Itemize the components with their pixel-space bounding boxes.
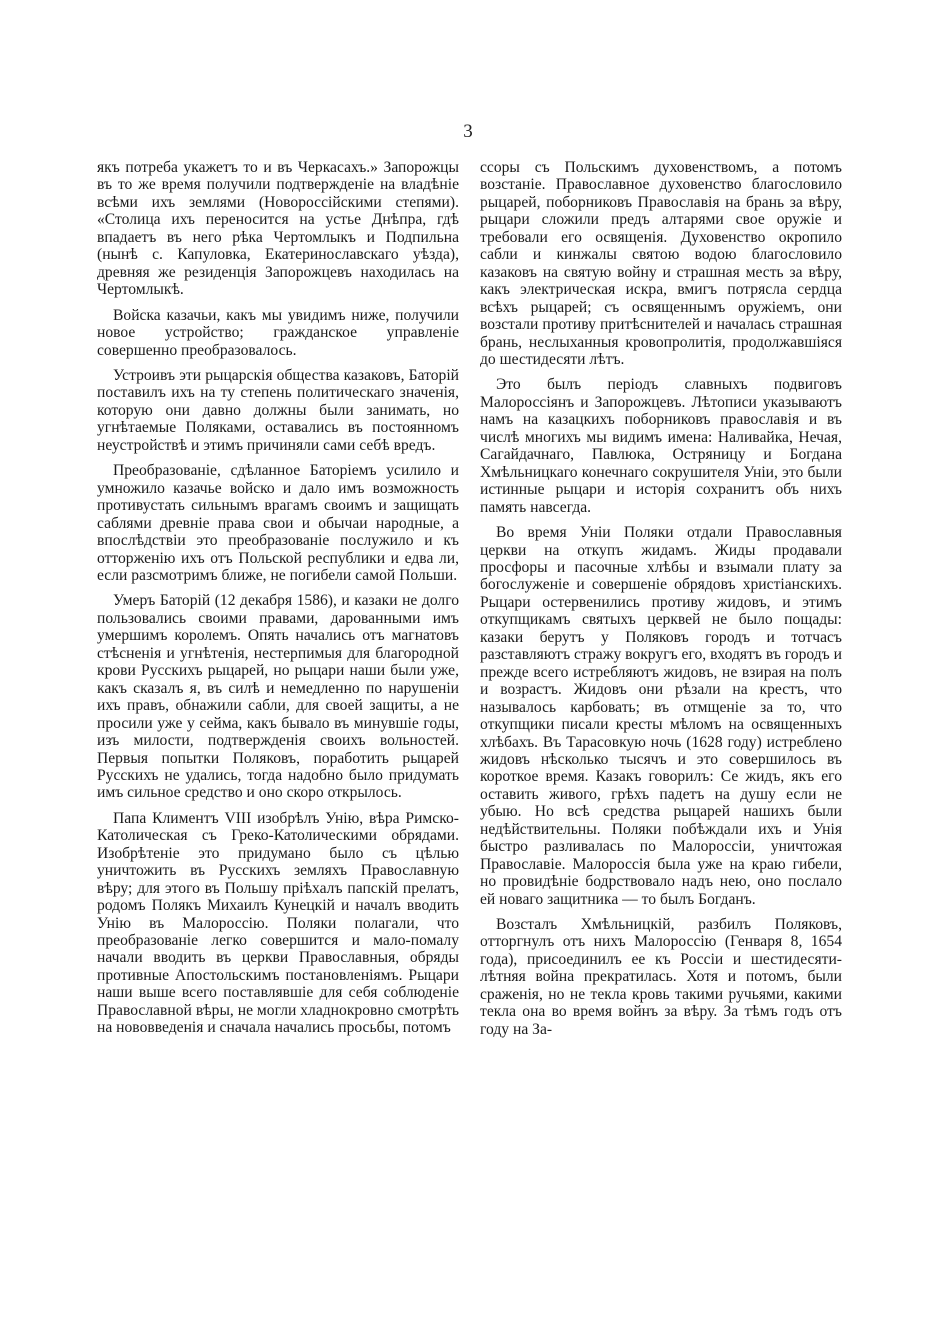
- paragraph: Устроивъ эти рыцарскія общества казаковъ, Баторій поставилъ ихъ на ту степень политическаго значенія, которую они давно должны были занимать, но угнѣтаемые Поляками, оставались въ постоянномъ неустройствѣ и этимъ причиняли сами себѣ вредъ.: [97, 366, 459, 454]
- left-column: [97, 159, 459, 1037]
- paragraph: Во время Уніи Поляки отдали Православныя церкви на откупъ жидамъ. Жиды продавали просфоры и пасочные хлѣбы и взымали плату за богослуженіе и совершеніе обрядовъ христіанскихъ. Рыцари остервенились противу жидовъ, и этимъ откупщикамъ святыхъ церквей не было пощады: казаки берутъ у Поляковъ городъ и тотчасъ разставляютъ стражу вокругъ его, входятъ въ городъ и прежде всего истребляютъ жидовъ, не взирая на полъ и возрастъ. Жидовъ они рѣзали на крестъ, что называлось карбовать; въ отмщеніе за то, что откупщики писали кресты мѣломъ на освященныхъ хлѣбахъ. Въ Тарасовкую ночь (1628 году) истреблено жидовъ нѣсколько тысячъ и это совершилось въ короткое время. Казакъ говорилъ: Се жидъ, якъ его оставить живого, грѣхъ падетъ на душу если не убыю. Но всѣ средства рыцарей нашихъ были недѣйствительны. Поляки побѣждали ихъ и Унія быстро разливалась по Малороссіи, уничтожая Православіе. Малороссія была уже на краю гибели, но провидѣніе бодрствовало надъ нею, оно послало ей новаго защитника — то былъ Богданъ.: [480, 524, 842, 908]
- right-column: [480, 159, 842, 1038]
- paragraph: Это былъ періодъ славныхъ подвиговъ Малороссіянъ и Запорожцевъ. Лѣтописи указываютъ намъ на казацкихъ поборниковъ православія и въ числѣ многихъ мы видимъ имена: Наливайка, Нечая, Сагайдачнаго, Павлюка, Остряницу и Богдана Хмѣльницкаго конечнаго сокрушителя Уніи, это были истинные рыцари и исторія сохранитъ объ нихъ память навсегда.: [480, 376, 842, 516]
- paragraph: Умеръ Баторій (12 декабря 1586), и казаки не долго пользовались своими правами, дарованными имъ умершимъ королемъ. Опять начались отъ магнатовъ стѣсненія и угнѣтенія, нестерпимыя для благородной крови Русскихъ рыцарей, но рыцари наши были уже, какъ сказалъ я, въ силѣ и немедленно по нарушеніи ихъ правъ, обнажили сабли, для своей защиты, а не просили уже у сейма, какъ бывало въ минувшіе годы, изъ милости, подтвержденія своихъ вольностей. Первыя попытки Поляковъ, поработить рыцарей Русскихъ не удались, тогда надобно было придумать имъ сильное средство и оно скоро открылось.: [97, 592, 459, 802]
- paragraph: Войска казачьи, какъ мы увидимъ ниже, получили новое устройство; гражданское управленіе совершенно преобразовалось.: [97, 306, 459, 359]
- paragraph: Папа Климентъ VIII изобрѣлъ Унію, вѣра Римско-Католическая съ Греко-Католическими обрядами. Изобрѣтеніе это придумано было съ цѣлью уничтожить въ Русскихъ земляхъ Православную вѣру; для этого въ Польшу пріѣхалъ папскій прелатъ, родомъ Полякъ Михаилъ Кунецкій и началъ вводить Унію въ Малороссію. Поляки полагали, что преобразованіе легко совершится и мало-помалу начали вводить въ церкви Православныя, обряды противные Апостольскимъ постановленіямъ. Рыцари наши выше всего поставлявшіе для себя соблюденіе Православной вѣры, не могли хладнокровно смотрѣть на нововведенія и сначала начались просьбы, потомъ: [97, 809, 459, 1037]
- paragraph: Возсталъ Хмѣльницкій, разбилъ Поляковъ, отторгнулъ отъ нихъ Малороссію (Генваря 8, 1654 года), присоединилъ ее къ Россіи и шестидесяти-лѣтняя война прекратилась. Хотя и потомъ, были сраженія, но не текла кровь такими ручьями, какими текла она во время войнъ за вѣру. За тѣмъ годъ отъ году на За-: [480, 916, 842, 1038]
- paragraph: Преобразованіе, сдѣланное Баторіемъ усилило и умножило казачье войско и дало имъ возможность противустать сильнымъ врагамъ своимъ и защищать саблями древніе права свои и обычаи народные, а впослѣдствіи это преобразованіе послужило и къ отторженію ихъ отъ Польской республики и едва ли, если разсмотримъ ближе, не погибели самой Польши.: [97, 462, 459, 584]
- paragraph: якъ потреба укажетъ то и въ Черкасахъ.» Запорожцы въ то же время получили подтвержденіе на владѣніе всѣми ихъ землями (Новороссійскими степями). «Столица ихъ переносится на устье Днѣпра, гдѣ впадаетъ въ него рѣка Чертомлыкъ и Подпильна (нынѣ с. Капуловка, Екатеринославскаго уѣзда), древняя же резиденція Запорожцевъ находилась на Чертомлыкѣ.: [97, 159, 459, 299]
- page-number: 3: [463, 121, 473, 142]
- paragraph: ссоры съ Польскимъ духовенствомъ, а потомъ возстаніе. Православное духовенство благословило рыцарей, поборниковъ Православія на брань за вѣру, рыцари сложили предъ алтарями свое оружіе и требовали его освященія. Духовенство окропило сабли и кинжалы святою водою благословило казаковъ на святую войну и страшная месть за вѣру, какъ электрическая искра, вмигъ потрясла сердца всѣхъ рыцарей; съ освященнымъ оружіемъ, они возстали противу притѣснителей и началась страшная брань, неслыханныя кровопролитія, продолжавшіяся до шестидесяти лѣтъ.: [480, 159, 842, 368]
